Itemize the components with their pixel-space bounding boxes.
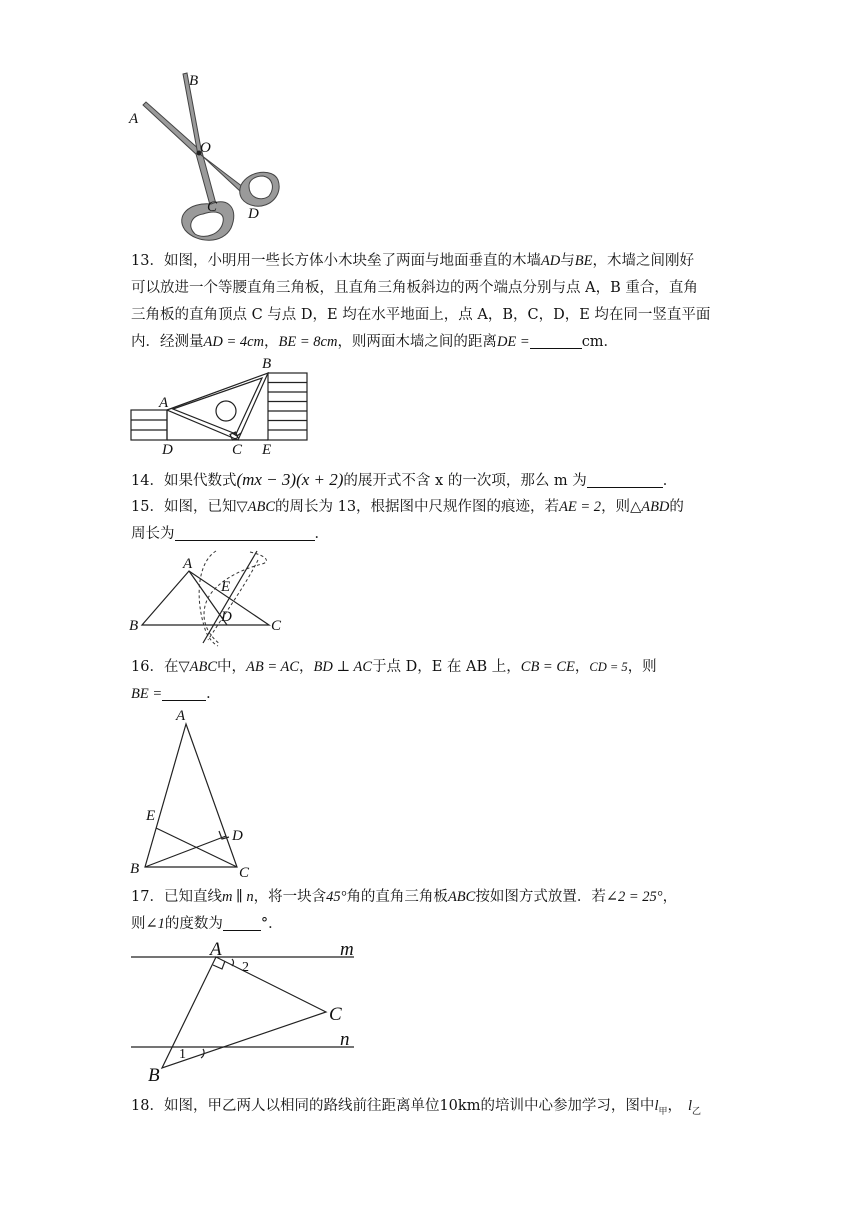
iso-label-E: E bbox=[146, 808, 156, 824]
question-15: 15．如图，已知▽ABC的周长为 13，根据图中尺规作图的痕迹，若AE = 2，则△ABD的 周长为 ． bbox=[131, 499, 684, 542]
answer-blank-14[interactable] bbox=[587, 471, 663, 488]
parallel-lines-figure bbox=[128, 938, 358, 1088]
walls-label-A: A bbox=[159, 395, 169, 411]
scissors-label-C: C bbox=[207, 199, 218, 215]
compass-label-A: A bbox=[183, 556, 193, 572]
question-14: 14．如果代数式(mx − 3)(x + 2)的展开式不含 x 的一次项，那么 m 为 ． bbox=[131, 470, 678, 489]
iso-label-C: C bbox=[239, 865, 250, 881]
scissors-label-O: O bbox=[200, 140, 211, 156]
walls-label-C: C bbox=[232, 442, 243, 458]
parallel-label-B: B bbox=[148, 1065, 160, 1086]
compass-label-B: B bbox=[129, 618, 139, 634]
scissors-label-B: B bbox=[189, 73, 199, 89]
question-17: 17．已知直线m ∥ n，将一块含45°角的直角三角板ABC按如图方式放置．若∠2 = 25°， 则∠1的度数为 °． bbox=[131, 889, 678, 932]
answer-blank-17[interactable] bbox=[223, 914, 261, 931]
compass-label-E: E bbox=[221, 579, 231, 595]
question-13: 13．如图，小明用一些长方体小木块垒了两面与地面垂直的木墙AD与BE，木墙之间刚好 可以放进一个等腰直角三角板，且直角三角板斜边的两个端点分别与点 A，B 重合，直角 三角板的直角顶点 C 与点 D，E 均在水平地面上，点 A，B，C，D，E 均在同一竖直平面 内．经测量AD = 4cm，BE = 8cm，则两面木墙之间的距离DE = cm． bbox=[131, 253, 711, 350]
walls-figure bbox=[128, 354, 318, 456]
answer-blank-13[interactable] bbox=[530, 332, 582, 349]
walls-label-E: E bbox=[262, 442, 272, 458]
iso-label-A: A bbox=[176, 708, 186, 724]
isosceles-triangle-figure bbox=[128, 706, 258, 881]
parallel-angle-2: 2 bbox=[242, 960, 249, 975]
iso-label-B: B bbox=[130, 861, 140, 877]
scissors-figure bbox=[125, 68, 285, 248]
question-16: 16．在▽ABC中，AB = AC，BD ⊥ AC于点 D，E 在 AB 上，CB = CE，CD = 5，则 BE = ． bbox=[131, 659, 657, 702]
compass-figure bbox=[128, 548, 288, 648]
scissors-label-D: D bbox=[248, 206, 259, 222]
parallel-angle-1: 1 bbox=[179, 1047, 186, 1062]
compass-label-C: C bbox=[271, 618, 282, 634]
compass-label-D: D bbox=[221, 609, 232, 625]
parallel-label-n: n bbox=[340, 1029, 350, 1050]
answer-blank-15[interactable] bbox=[175, 524, 315, 541]
parallel-label-C: C bbox=[329, 1004, 342, 1025]
answer-blank-16[interactable] bbox=[162, 684, 206, 701]
walls-label-B: B bbox=[262, 356, 272, 372]
parallel-label-m: m bbox=[340, 939, 354, 960]
parallel-label-A: A bbox=[210, 939, 222, 960]
walls-label-D: D bbox=[162, 442, 173, 458]
iso-label-D: D bbox=[232, 828, 243, 844]
question-18: 18．如图，甲乙两人以相同的路线前往距离单位10km的培训中心参加学习，图中$l_甲$， $l_乙$ bbox=[131, 1098, 702, 1117]
scissors-label-A: A bbox=[129, 111, 139, 127]
